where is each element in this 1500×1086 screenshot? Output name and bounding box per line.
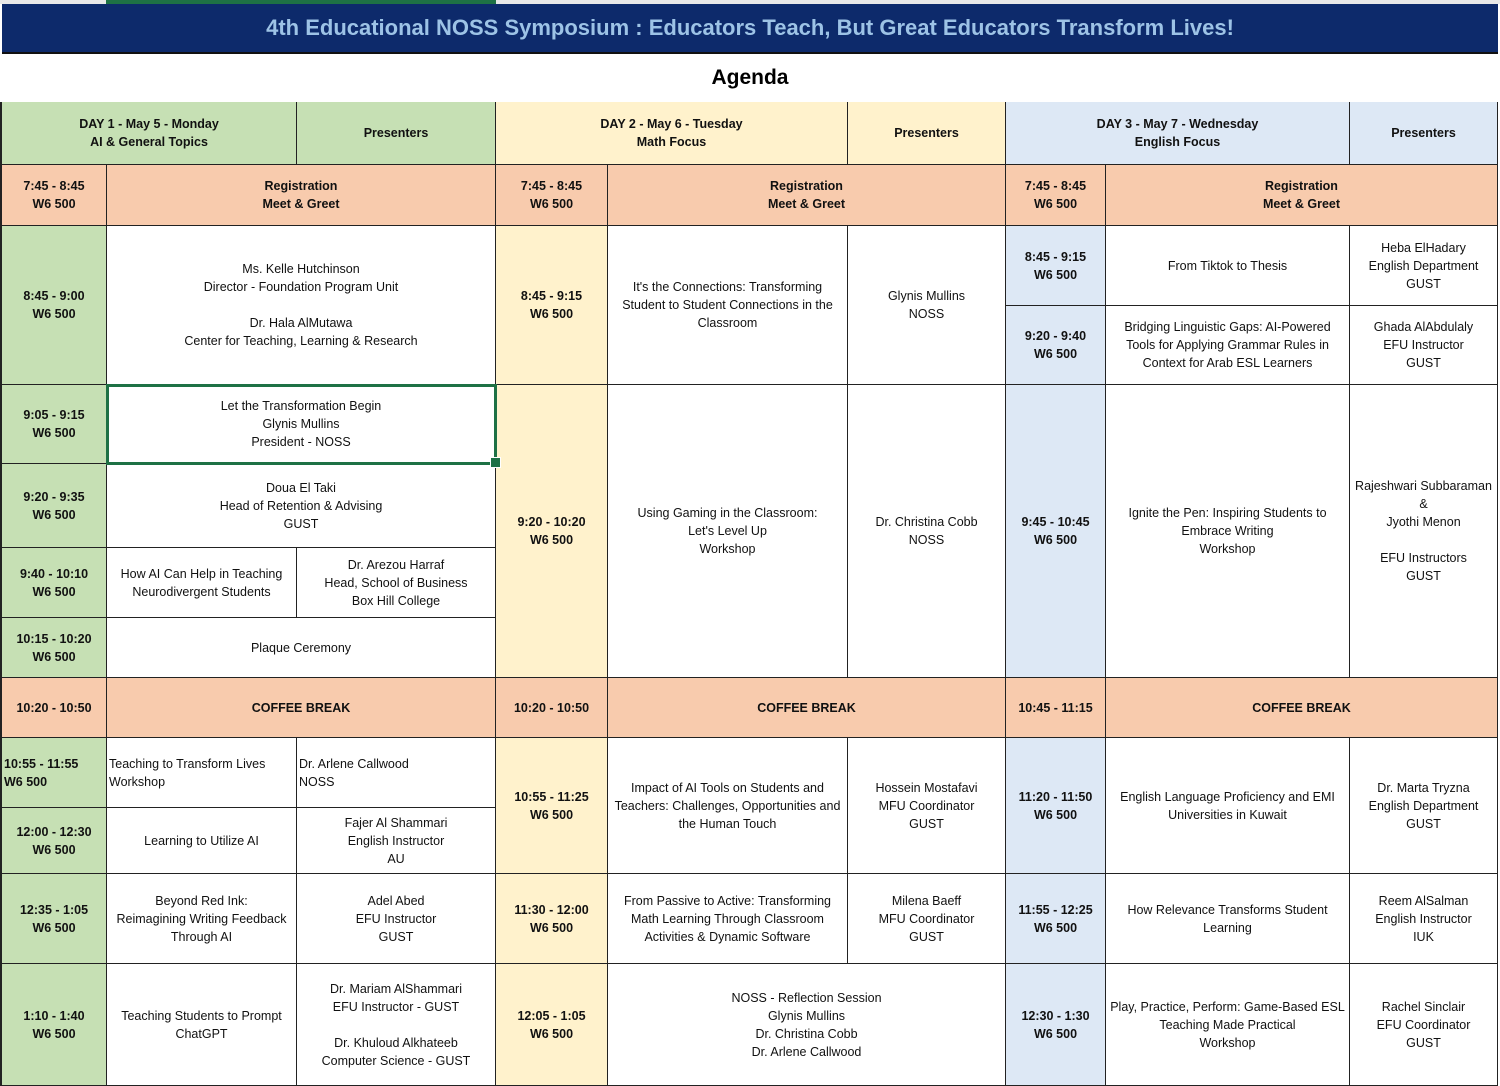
symposium-title: 4th Educational NOSS Symposium : Educators Teach, But Great Educators Transform Lives! [2, 4, 1498, 54]
day2-session1-presenter[interactable]: Glynis Mullins NOSS [848, 226, 1006, 385]
day3-session1-title[interactable]: From Tiktok to Thesis [1106, 226, 1350, 306]
day3-session6-time[interactable]: 12:30 - 1:30 W6 500 [1006, 964, 1106, 1086]
day2-session2-presenter[interactable]: Dr. Christina Cobb NOSS [848, 385, 1006, 678]
day2-session2-time[interactable]: 9:20 - 10:20 W6 500 [496, 385, 608, 678]
day2-session5-reflection[interactable]: NOSS - Reflection Session Glynis Mullins Dr. Christina Cobb Dr. Arlene Callwood [608, 964, 1006, 1086]
fill-handle[interactable] [490, 457, 501, 468]
day3-session4-title[interactable]: English Language Proficiency and EMI Universities in Kuwait [1106, 738, 1350, 874]
day3-break-time[interactable]: 10:45 - 11:15 [1006, 678, 1106, 738]
day2-session5-time[interactable]: 12:05 - 1:05 W6 500 [496, 964, 608, 1086]
day1-session7-time[interactable]: 12:00 - 12:30 W6 500 [2, 808, 107, 874]
day2-session4-time[interactable]: 11:30 - 12:00 W6 500 [496, 874, 608, 964]
day1-session4-title[interactable]: How AI Can Help in Teaching Neurodivergent Students [107, 548, 297, 618]
day1-session5-title[interactable]: Plaque Ceremony [107, 618, 496, 678]
day3-session2-presenter[interactable]: Ghada AlAbdulaly EFU Instructor GUST [1350, 306, 1498, 385]
day2-coffee-break[interactable]: COFFEE BREAK [608, 678, 1006, 738]
day1-session1-speakers[interactable]: Ms. Kelle Hutchinson Director - Foundation Program Unit Dr. Hala AlMutawa Center for Teaching, Learning & Research [107, 226, 496, 385]
day1-session8-time[interactable]: 12:35 - 1:05 W6 500 [2, 874, 107, 964]
day1-presenters-header[interactable]: Presenters [297, 102, 496, 165]
day3-registration[interactable]: Registration Meet & Greet [1106, 165, 1498, 226]
day1-session7-title[interactable]: Learning to Utilize AI [107, 808, 297, 874]
day2-registration[interactable]: Registration Meet & Greet [608, 165, 1006, 226]
day1-session6-time[interactable]: 10:55 - 11:55 W6 500 [2, 738, 107, 808]
day2-session1-title[interactable]: It's the Connections: Transforming Student to Student Connections in the Classroom [608, 226, 848, 385]
day3-session2-time[interactable]: 9:20 - 9:40 W6 500 [1006, 306, 1106, 385]
day3-session1-time[interactable]: 8:45 - 9:15 W6 500 [1006, 226, 1106, 306]
day3-session1-presenter[interactable]: Heba ElHadary English Department GUST [1350, 226, 1498, 306]
day3-session6-title[interactable]: Play, Practice, Perform: Game-Based ESL Teaching Made Practical Workshop [1106, 964, 1350, 1086]
day3-session3-presenter[interactable]: Rajeshwari Subbaraman & Jyothi Menon EFU Instructors GUST [1350, 385, 1498, 678]
day3-coffee-break[interactable]: COFFEE BREAK [1106, 678, 1498, 738]
day3-session5-presenter[interactable]: Reem AlSalman English Instructor IUK [1350, 874, 1498, 964]
day3-session6-presenter[interactable]: Rachel Sinclair EFU Coordinator GUST [1350, 964, 1498, 1086]
day1-registration[interactable]: Registration Meet & Greet [107, 165, 496, 226]
day1-session9-presenter[interactable]: Dr. Mariam AlShammari EFU Instructor - GUST Dr. Khuloud Alkhateeb Computer Science - GUST [297, 964, 496, 1086]
day3-session5-title[interactable]: How Relevance Transforms Student Learning [1106, 874, 1350, 964]
day3-session3-title[interactable]: Ignite the Pen: Inspiring Students to Embrace Writing Workshop [1106, 385, 1350, 678]
day1-session3-speaker[interactable]: Doua El Taki Head of Retention & Advising GUST [107, 464, 496, 548]
day2-session3-time[interactable]: 10:55 - 11:25 W6 500 [496, 738, 608, 874]
day2-header[interactable]: DAY 2 - May 6 - Tuesday Math Focus [496, 102, 848, 165]
day2-session4-title[interactable]: From Passive to Active: Transforming Math Learning Through Classroom Activities & Dynamic Software [608, 874, 848, 964]
day1-session1-time[interactable]: 8:45 - 9:00 W6 500 [2, 226, 107, 385]
day1-session7-presenter[interactable]: Fajer Al Shammari English Instructor AU [297, 808, 496, 874]
day1-session6-presenter[interactable]: Dr. Arlene Callwood NOSS [297, 738, 496, 808]
day1-session5-time[interactable]: 10:15 - 10:20 W6 500 [2, 618, 107, 678]
day2-session4-presenter[interactable]: Milena Baeff MFU Coordinator GUST [848, 874, 1006, 964]
day1-session4-presenter[interactable]: Dr. Arezou Harraf Head, School of Business Box Hill College [297, 548, 496, 618]
agenda-heading: Agenda [2, 54, 1498, 104]
day3-presenters-header[interactable]: Presenters [1350, 102, 1498, 165]
day3-registration-time[interactable]: 7:45 - 8:45 W6 500 [1006, 165, 1106, 226]
day2-session3-presenter[interactable]: Hossein Mostafavi MFU Coordinator GUST [848, 738, 1006, 874]
day1-session8-presenter[interactable]: Adel Abed EFU Instructor GUST [297, 874, 496, 964]
day1-session3-time[interactable]: 9:20 - 9:35 W6 500 [2, 464, 107, 548]
day1-session4-time[interactable]: 9:40 - 10:10 W6 500 [2, 548, 107, 618]
day1-session9-title[interactable]: Teaching Students to Prompt ChatGPT [107, 964, 297, 1086]
day1-coffee-break[interactable]: COFFEE BREAK [107, 678, 496, 738]
day1-session9-time[interactable]: 1:10 - 1:40 W6 500 [2, 964, 107, 1086]
day2-registration-time[interactable]: 7:45 - 8:45 W6 500 [496, 165, 608, 226]
day1-session6-title[interactable]: Teaching to Transform Lives Workshop [107, 738, 297, 808]
day1-header[interactable]: DAY 1 - May 5 - Monday AI & General Topics [2, 102, 297, 165]
day2-session3-title[interactable]: Impact of AI Tools on Students and Teachers: Challenges, Opportunities and the Human Touch [608, 738, 848, 874]
day3-session2-title[interactable]: Bridging Linguistic Gaps: AI-Powered Tools for Applying Grammar Rules in Context for Arab ESL Learners [1106, 306, 1350, 385]
day3-session4-presenter[interactable]: Dr. Marta Tryzna English Department GUST [1350, 738, 1498, 874]
day3-session4-time[interactable]: 11:20 - 11:50 W6 500 [1006, 738, 1106, 874]
day2-session2-title[interactable]: Using Gaming in the Classroom: Let's Level Up Workshop [608, 385, 848, 678]
day1-registration-time[interactable]: 7:45 - 8:45 W6 500 [2, 165, 107, 226]
day2-break-time[interactable]: 10:20 - 10:50 [496, 678, 608, 738]
day3-session3-time[interactable]: 9:45 - 10:45 W6 500 [1006, 385, 1106, 678]
day1-break-time[interactable]: 10:20 - 10:50 [2, 678, 107, 738]
day2-presenters-header[interactable]: Presenters [848, 102, 1006, 165]
day3-session5-time[interactable]: 11:55 - 12:25 W6 500 [1006, 874, 1106, 964]
day1-session2-time[interactable]: 9:05 - 9:15 W6 500 [2, 385, 107, 464]
day2-session1-time[interactable]: 8:45 - 9:15 W6 500 [496, 226, 608, 385]
day1-session8-title[interactable]: Beyond Red Ink: Reimagining Writing Feedback Through AI [107, 874, 297, 964]
day1-session2-selected-cell[interactable]: Let the Transformation Begin Glynis Mullins President - NOSS [107, 385, 496, 464]
day3-header[interactable]: DAY 3 - May 7 - Wednesday English Focus [1006, 102, 1350, 165]
